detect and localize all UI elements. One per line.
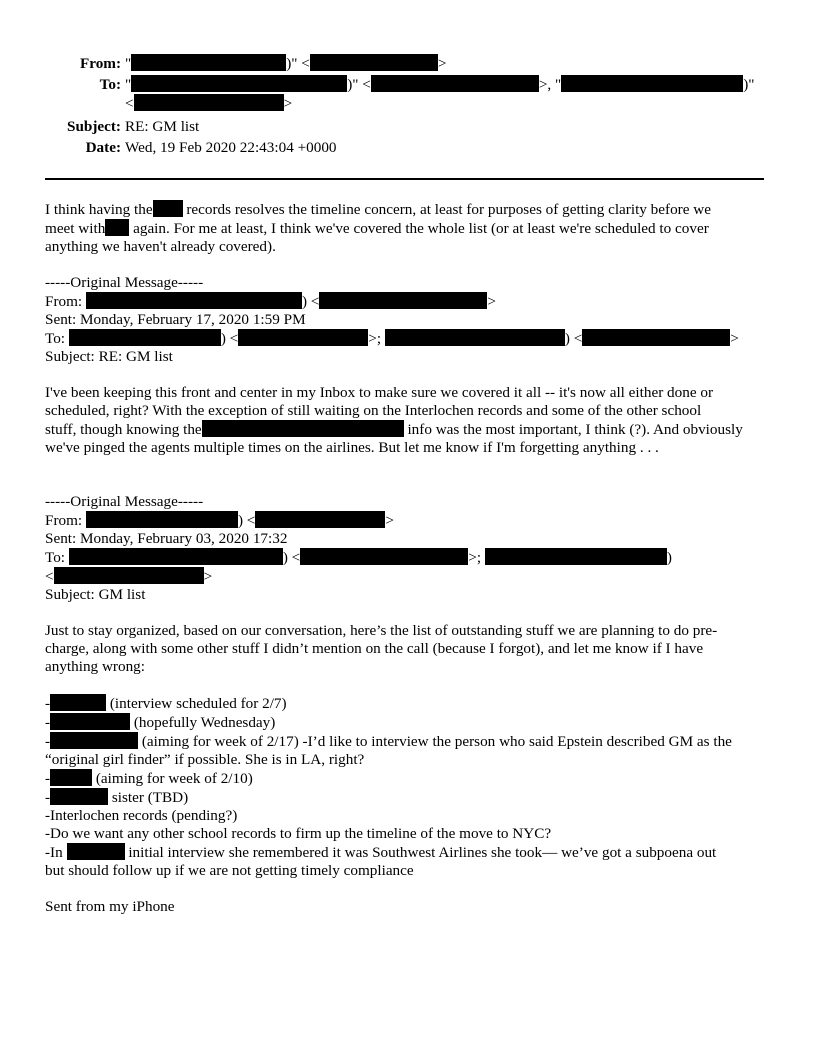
orig2-to-cont-line: < > xyxy=(45,568,213,585)
subject-value: RE: GM list xyxy=(125,118,200,135)
text: stuff, though knowing the xyxy=(45,421,202,438)
text: (interview scheduled for 2/7) xyxy=(109,695,287,712)
orig1-paragraph-line: we've pinged the agents multiple times on the airlines. But let me know if I'm forgetting anything . . . xyxy=(45,439,659,456)
orig2-paragraph-line: Just to stay organized, based on our conversation, here’s the list of outstanding stuff we are planning to do pre- xyxy=(45,622,718,639)
list-item: - (aiming for week of 2/17) -I’d like to interview the person who said Epstein described GM as the xyxy=(45,733,732,750)
redaction xyxy=(561,75,743,92)
list-item-cont: “original girl finder” if possible. She is in LA, right? xyxy=(45,751,365,768)
redaction xyxy=(105,219,129,236)
orig2-to-line: To: ) < >; ) xyxy=(45,549,672,566)
redaction xyxy=(238,329,368,346)
original-message-marker: -----Original Message----- xyxy=(45,274,204,291)
to-value: " )" < >, " )" xyxy=(125,76,755,93)
original-message-marker: -----Original Message----- xyxy=(45,493,204,510)
orig2-paragraph-line: charge, along with some other stuff I didn’t mention on the call (because I forgot), and let me know if I have xyxy=(45,640,704,657)
message-line: anything we haven't already covered). xyxy=(45,238,276,255)
redaction xyxy=(485,548,667,565)
redaction xyxy=(69,329,221,346)
redaction xyxy=(131,75,347,92)
message-line xyxy=(45,219,775,238)
to-value-cont: < > xyxy=(125,95,293,112)
list-item: - (aiming for week of 2/10) xyxy=(45,770,253,787)
redaction xyxy=(153,200,183,217)
redaction xyxy=(371,75,539,92)
orig1-sent-line: Sent: Monday, February 17, 2020 1:59 PM xyxy=(45,311,306,328)
text: meet with xyxy=(45,220,106,237)
redaction xyxy=(54,567,204,584)
list-item xyxy=(45,843,775,862)
redaction xyxy=(50,769,92,786)
redaction xyxy=(69,548,283,565)
list-item-cont: but should follow up if we are not getting timely compliance xyxy=(45,862,414,879)
date-label: Date: xyxy=(85,139,121,156)
orig1-to-line: To: ) < >; ) < > xyxy=(45,330,739,347)
text: records resolves the timeline concern, at least for purposes of getting clarity before we xyxy=(186,201,711,218)
orig2-from-line: From: ) < > xyxy=(45,512,394,529)
list-item: - sister (TBD) xyxy=(45,789,189,806)
text: I think having the xyxy=(45,201,153,218)
redaction xyxy=(310,54,438,71)
orig2-paragraph-line: anything wrong: xyxy=(45,658,145,675)
text: sister (TBD) xyxy=(111,789,189,806)
redaction xyxy=(319,292,487,309)
subject-label: Subject: xyxy=(67,118,121,135)
orig1-from-line: From: ) < > xyxy=(45,293,496,310)
header-divider xyxy=(45,178,764,180)
redaction xyxy=(50,713,130,730)
redaction xyxy=(300,548,468,565)
orig1-paragraph-line xyxy=(45,420,775,439)
list-item: - (interview scheduled for 2/7) xyxy=(45,695,287,712)
redaction xyxy=(202,420,404,437)
redaction xyxy=(50,788,108,805)
text: (aiming for week of 2/17) -I’d like to interview the person who said Epstein described GM as the xyxy=(141,733,732,750)
text: From: xyxy=(45,512,83,529)
redaction xyxy=(255,511,385,528)
text: initial interview she remembered it was Southwest Airlines she took— we’ve got a subpoena out xyxy=(128,844,717,861)
orig1-paragraph-line: I've been keeping this front and center in my Inbox to make sure we covered it all -- it's now all either done or xyxy=(45,384,714,401)
redaction xyxy=(385,329,565,346)
text: From: xyxy=(45,293,83,310)
from-label: From: xyxy=(79,55,121,72)
redaction xyxy=(50,694,106,711)
orig2-subject-line: Subject: GM list xyxy=(45,586,146,603)
text: info was the most important, I think (?). And obviously xyxy=(407,421,743,438)
orig1-paragraph-line: scheduled, right? With the exception of still waiting on the Interlochen records and some of the other school xyxy=(45,402,702,419)
text: (aiming for week of 2/10) xyxy=(95,770,253,787)
redaction xyxy=(86,511,238,528)
signature: Sent from my iPhone xyxy=(45,898,175,915)
redaction xyxy=(50,732,138,749)
email-body xyxy=(45,200,775,916)
redaction xyxy=(86,292,302,309)
date-value: Wed, 19 Feb 2020 22:43:04 +0000 xyxy=(125,139,337,156)
redaction xyxy=(131,54,286,71)
text: To: xyxy=(45,330,66,347)
redaction xyxy=(67,843,125,860)
list-item: - (hopefully Wednesday) xyxy=(45,714,276,731)
orig1-subject-line: Subject: RE: GM list xyxy=(45,348,173,365)
list-item: -Do we want any other school records to firm up the timeline of the move to NYC? xyxy=(45,825,552,842)
from-value: " )" < > xyxy=(125,55,447,72)
redaction xyxy=(582,329,730,346)
text: -In xyxy=(45,844,63,861)
redaction xyxy=(134,94,284,111)
to-label: To: xyxy=(99,76,121,93)
list-item: -Interlochen records (pending?) xyxy=(45,807,238,824)
text: To: xyxy=(45,549,66,566)
message-line xyxy=(45,200,775,219)
text: (hopefully Wednesday) xyxy=(133,714,276,731)
orig2-sent-line: Sent: Monday, February 03, 2020 17:32 xyxy=(45,530,288,547)
text: again. For me at least, I think we've covered the whole list (or at least we're scheduled to cover xyxy=(133,220,709,237)
